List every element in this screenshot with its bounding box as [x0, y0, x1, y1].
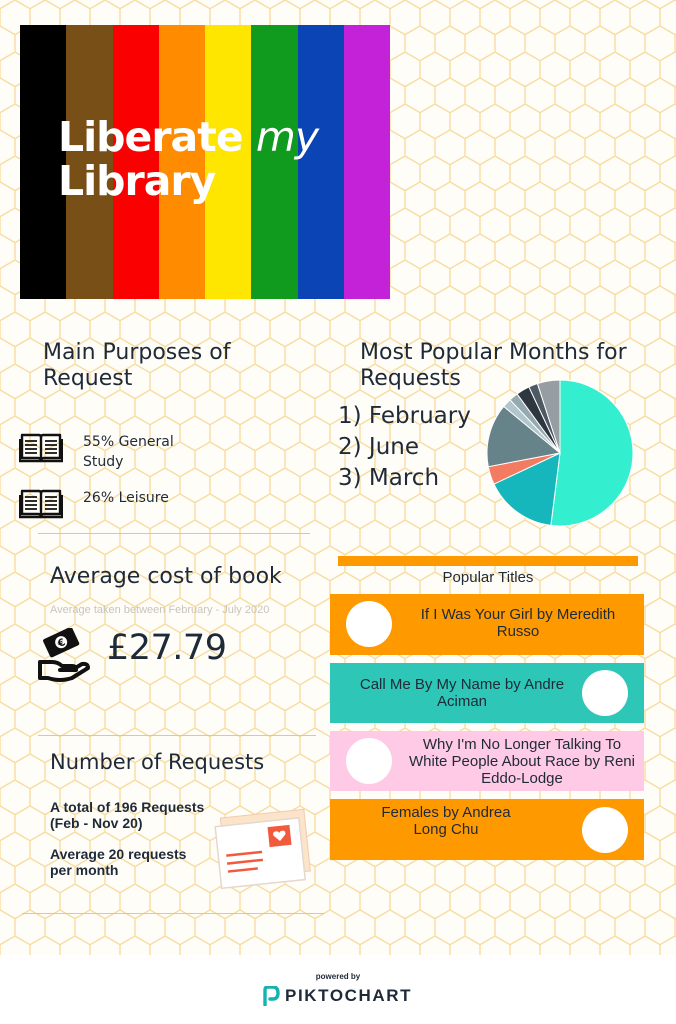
- cost-note: Average taken between February - July 2020: [50, 604, 270, 616]
- title-text: Females by Andrea Long Chu: [381, 804, 511, 838]
- svg-text:€: €: [56, 637, 68, 651]
- month-rank-1: 1) February: [338, 403, 471, 429]
- title-avatar: [582, 670, 628, 716]
- requests-average: Average 20 requests per month: [50, 846, 187, 878]
- months-title: Most Popular Months for Requests: [360, 340, 627, 391]
- postcard-icon: [208, 806, 314, 896]
- purposes-title: Main Purposes of Request: [43, 340, 231, 391]
- divider: [22, 913, 324, 914]
- piktochart-mark-icon: [262, 986, 280, 1006]
- purpose-item-leisure: 26% Leisure: [83, 490, 169, 506]
- title-text: Call Me By My Name by Andre Aciman: [359, 676, 565, 710]
- banner-title: [58, 115, 318, 204]
- title-avatar: [346, 738, 392, 784]
- banner-line2: Library: [58, 157, 216, 206]
- banner-stripe: [344, 25, 390, 299]
- popular-titles-bar: [338, 556, 638, 566]
- money-hand-icon: [38, 628, 90, 684]
- purpose-item-general-study: 55% General Study: [83, 434, 174, 470]
- cost-value: £27.79: [107, 628, 227, 668]
- title-card: [330, 799, 644, 860]
- divider: [38, 533, 310, 534]
- powered-by-label: powered by: [315, 972, 361, 981]
- open-book-icon: [19, 430, 63, 464]
- title-card: [330, 731, 644, 791]
- requests-title: Number of Requests: [50, 750, 265, 774]
- popular-titles-heading: Popular Titles: [442, 569, 534, 586]
- piktochart-logo[interactable]: [262, 986, 412, 1006]
- title-text: If I Was Your Girl by Meredith Russo: [420, 606, 616, 640]
- pie-slice: [551, 380, 633, 526]
- months-pie-chart: [485, 378, 635, 528]
- month-rank-3: 3) March: [338, 465, 440, 491]
- divider: [38, 735, 316, 736]
- title-avatar: [346, 601, 392, 647]
- title-avatar: [582, 807, 628, 853]
- title-card: [330, 663, 644, 723]
- month-rank-2: 2) June: [338, 434, 420, 460]
- requests-total: A total of 196 Requests (Feb - Nov 20): [50, 799, 205, 831]
- piktochart-wordmark: PIKTOCHART: [285, 986, 413, 1005]
- months-ranking: [338, 401, 488, 494]
- banner-line1-italic: my: [255, 113, 319, 161]
- title-card: [330, 594, 644, 655]
- cost-title: Average cost of book: [50, 564, 282, 589]
- open-book-icon: [19, 486, 63, 520]
- title-text: Why I'm No Longer Talking To White People About Race by Reni Eddo-Lodge: [409, 736, 635, 787]
- rainbow-banner: [20, 25, 390, 299]
- banner-line1-bold: Liberate: [58, 113, 243, 161]
